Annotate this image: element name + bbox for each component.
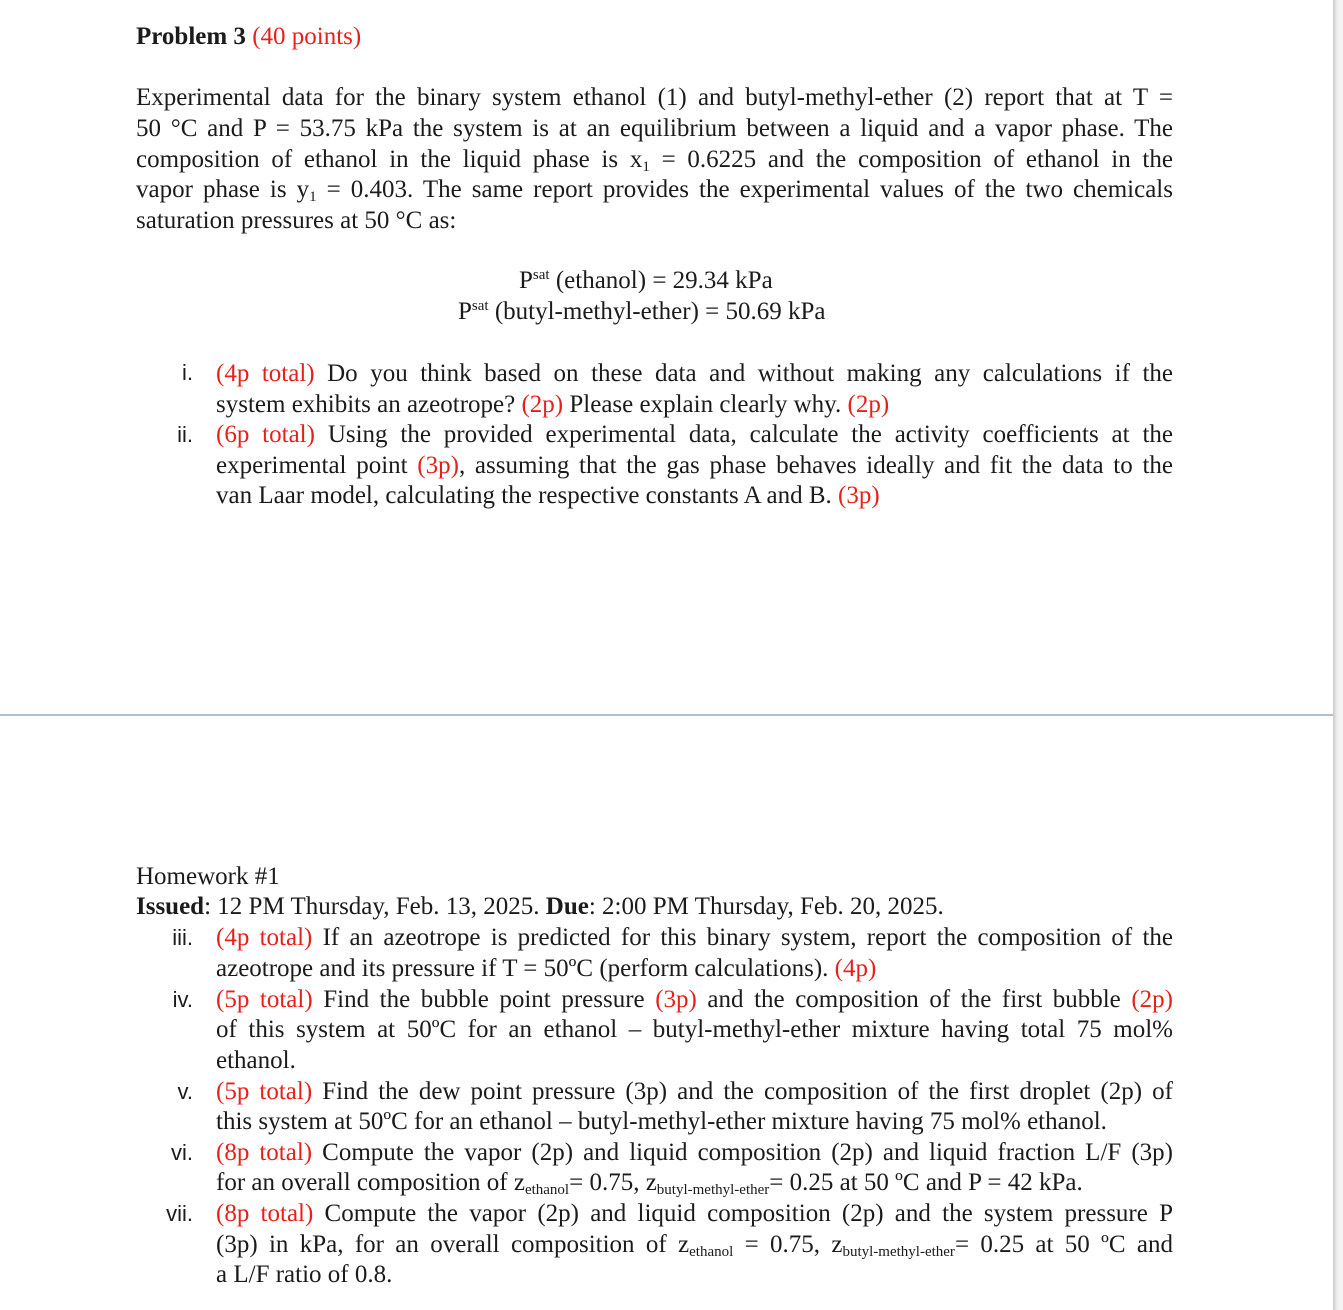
intro-line-2: 50 °C and P = 53.75 kPa the system is at an equilibrium between a liquid and a vapor phase. The	[136, 115, 1173, 142]
item-ii-line-2: experimental point (3p), assuming that the gas phase behaves ideally and fit the data to the	[216, 452, 1173, 479]
item-iii-line-2: azeotrope and its pressure if T = 50ºC (perform calculations). (4p)	[216, 955, 877, 982]
item-iv-line-1: (5p total) Find the bubble point pressure (3p) and the composition of the first bubble (2p)	[216, 986, 1173, 1013]
intro-line-5: saturation pressures at 50 °C as:	[136, 207, 457, 234]
item-vi-line-1: (8p total) Compute the vapor (2p) and liquid composition (2p) and liquid fraction L/F (3p)	[216, 1139, 1173, 1166]
problem-heading	[136, 22, 361, 52]
item-iv-line-3: ethanol.	[216, 1047, 296, 1074]
item-vii-line-1: (8p total) Compute the vapor (2p) and liquid composition (2p) and the system pressure P	[216, 1200, 1173, 1227]
problem-points: (40 points)	[252, 23, 362, 50]
item-ii-line-1: (6p total) Using the provided experimental data, calculate the activity coefficients at the	[216, 421, 1173, 448]
item-vii-line-3: a L/F ratio of 0.8.	[216, 1261, 393, 1288]
item-vii-number: vii.	[166, 1201, 193, 1226]
item-v-line-1: (5p total) Find the dew point pressure (3p) and the composition of the first droplet (2p) of	[216, 1078, 1173, 1105]
item-vi-line-2: for an overall composition of $z_{ethanol}= 0.75$, $z_{butyl-methyl-ether}= 0.25$ at 50 ºC and P = 42 kPa.	[216, 1169, 1083, 1198]
homework-title: Homework #1	[136, 863, 280, 890]
item-iii-number: iii.	[172, 925, 193, 950]
item-iii-line-1: (4p total) If an azeotrope is predicted for this binary system, report the composition of the	[216, 924, 1173, 951]
homework-dates: Issued: 12 PM Thursday, Feb. 13, 2025. Due: 2:00 PM Thursday, Feb. 20, 2025.	[136, 893, 944, 920]
psat-ether: $P^{sat}$ (butyl-methyl-ether) = 50.69 kPa	[458, 298, 826, 325]
item-i-line-1: (4p total) Do you think based on these data and without making any calculations if the	[216, 360, 1173, 387]
problem-title: Problem 3	[136, 23, 246, 50]
psat-ethanol: $P^{sat}$ (ethanol) = 29.34 kPa	[519, 267, 773, 294]
item-iv-number: iv.	[172, 987, 193, 1012]
item-vii-line-2: (3p) in kPa, for an overall composition of $z_{ethanol} = 0.75$, $z_{butyl-methyl-ether}= 0.25$ at 50 ºC and	[216, 1231, 1173, 1260]
intro-line-4: vapor phase is $y_1 = 0.403$. The same report provides the experimental values of the two chemicals	[136, 176, 1173, 205]
item-v-number: v.	[177, 1079, 193, 1104]
item-ii-line-3: van Laar model, calculating the respective constants A and B. (3p)	[216, 482, 880, 509]
item-i-number: i.	[182, 360, 193, 385]
item-iv-line-2: of this system at 50ºC for an ethanol – butyl-methyl-ether mixture having total 75 mol%	[216, 1016, 1173, 1043]
intro-line-1: Experimental data for the binary system ethanol (1) and butyl-methyl-ether (2) report that at T =	[136, 84, 1173, 111]
item-i-line-2: system exhibits an azeotrope? (2p) Please explain clearly why. (2p)	[216, 391, 890, 418]
item-v-line-2: this system at 50ºC for an ethanol – butyl-methyl-ether mixture having 75 mol% ethanol.	[216, 1108, 1107, 1135]
item-ii-number: ii.	[177, 422, 193, 447]
document-edge-shadow	[1333, 0, 1343, 1310]
item-vi-number: vi.	[171, 1140, 193, 1165]
intro-line-3: composition of ethanol in the liquid phase is $x_1 = 0.6225$ and the composition of ethanol in the	[136, 146, 1173, 175]
